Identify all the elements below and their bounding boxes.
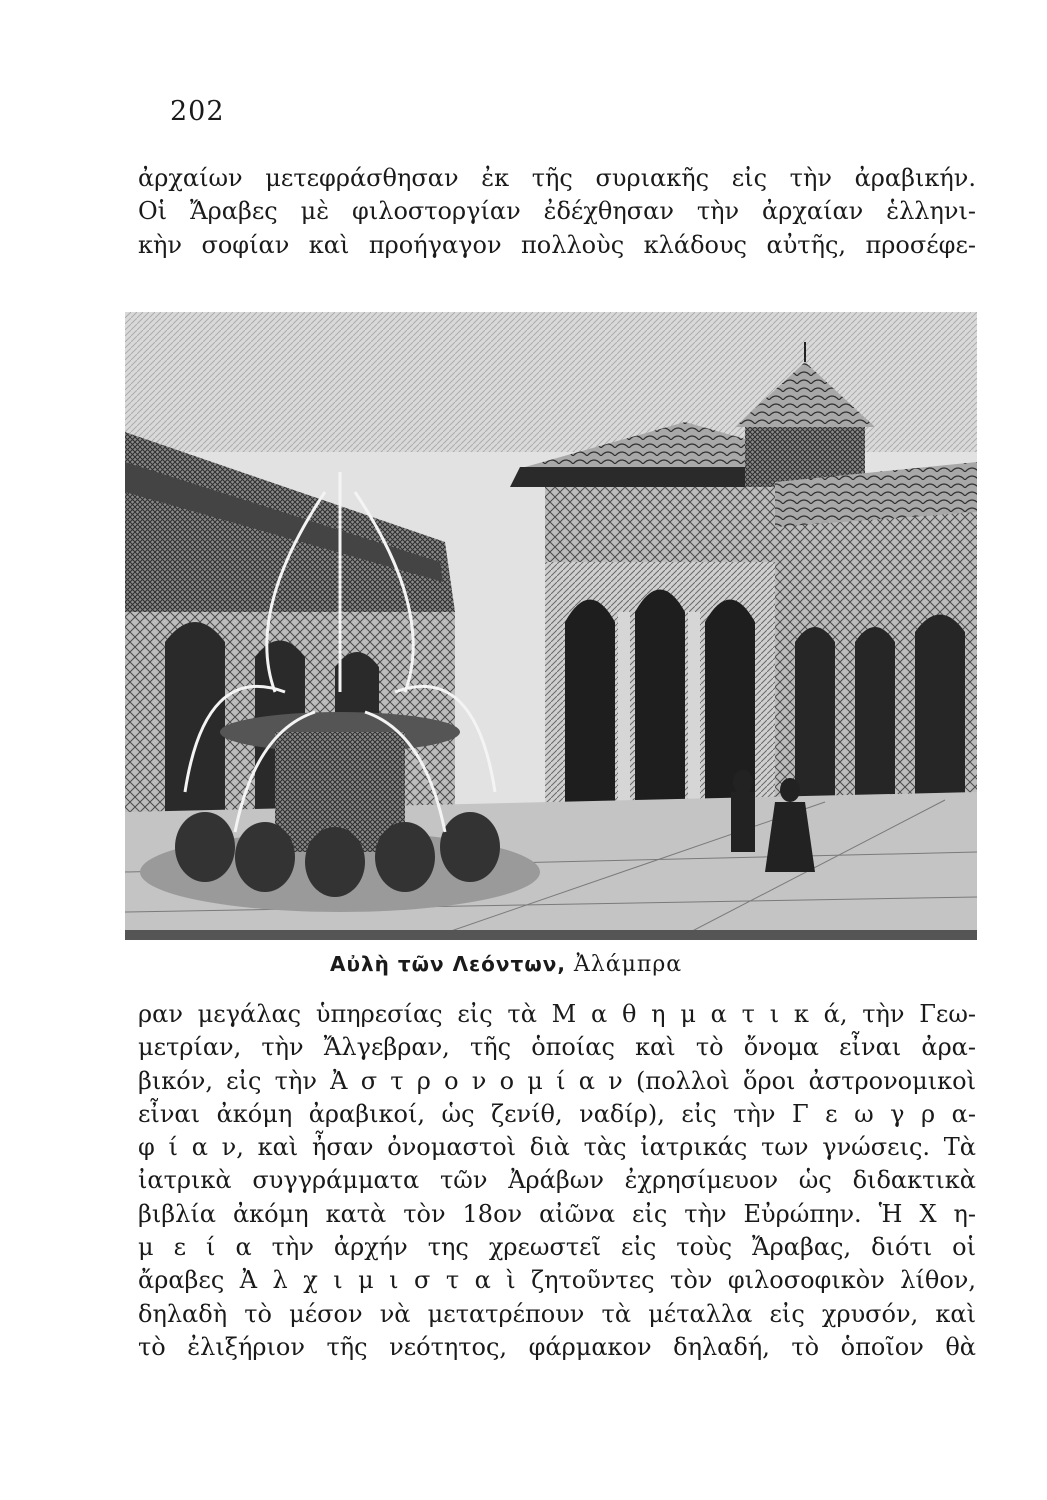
text-line: βικόν, εἰς τὴν Ἀ σ τ ρ ο ν ο μ ί α ν (πολλοὶ ὅροι ἀστρονομικοὶ <box>138 1066 976 1095</box>
text-line: φ ί α ν, καὶ ἦσαν ὀνομαστοὶ διὰ τὰς ἰατρικάς των γνώσεις. Τὰ <box>138 1133 976 1162</box>
text-line: ραν μεγάλας ὑπηρεσίας εἰς τὰ Μ α θ η μ α τ ι κ ά, τὴν Γεω- <box>138 1000 976 1028</box>
text-line: μ ε ί α τὴν ἀρχήν της χρεωστεῖ εἰς τοὺς Ἄραβας, διότι οἱ <box>138 1233 976 1262</box>
engraving-illustration <box>125 312 977 940</box>
text-line: τὸ ἐλιξήριον τῆς νεότητος, φάρμακον δηλαδή, τὸ ὁποῖον θὰ <box>138 1332 976 1361</box>
text-line: ἄραβες Ἀ λ χ ι μ ι σ τ α ὶ ζητοῦντες τὸν φιλοσοφικὸν λίθον, <box>138 1266 976 1295</box>
text-line: μετρίαν, τὴν Ἄλγεβραν, τῆς ὁποίας καὶ τὸ ὄνομα εἶναι ἀρα- <box>138 1033 976 1062</box>
text-line: Οἱ Ἄραβες μὲ φιλοστοργίαν ἐδέχθησαν τὴν ἀρχαίαν ἑλληνι- <box>138 197 976 226</box>
text-line: ἀρχαίων μετεφράσθησαν ἐκ τῆς συριακῆς εἰς τὴν ἀραβικήν. <box>138 164 976 192</box>
top-paragraph <box>138 162 976 262</box>
text-line: ἰατρικὰ συγγράμματα τῶν Ἀράβων ἐχρησίμευον ὡς διδακτικὰ <box>138 1166 976 1195</box>
court-of-lions-engraving <box>125 312 977 940</box>
bottom-paragraph <box>138 998 976 1364</box>
text-line: εἶναι ἀκόμη ἀραβικοί, ὡς ζενίθ, ναδίρ), εἰς τὴν Γ ε ω γ ρ α- <box>138 1099 976 1128</box>
text-line: κὴν σοφίαν καὶ προήγαγον πολλοὺς κλάδους αὐτῆς, προσέφε- <box>138 230 976 259</box>
caption-place: Ἀλάμπρα <box>573 952 683 977</box>
figure-caption <box>330 952 682 977</box>
page-number: 202 <box>170 96 225 127</box>
caption-title: Αὐλὴ τῶν Λεόντων, <box>330 952 566 976</box>
text-line: βιβλία ἀκόμη κατὰ τὸν 18ον αἰῶνα εἰς τὴν Εὐρώπην. Ἡ Χ η- <box>138 1199 976 1228</box>
text-line: δηλαδὴ τὸ μέσον νὰ μετατρέπουν τὰ μέταλλα εἰς χρυσόν, καὶ <box>138 1299 976 1328</box>
